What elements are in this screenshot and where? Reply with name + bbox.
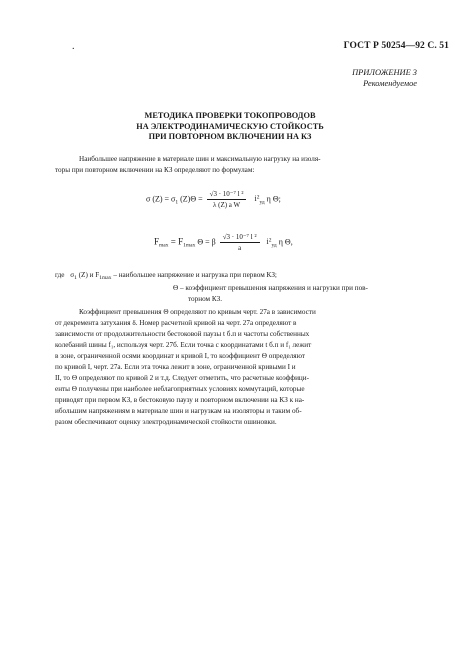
body-line: енты Θ получены при наиболее неблагоприятных условиях коммутаций, которые xyxy=(55,385,305,393)
legend-sym2: Θ xyxy=(173,284,179,292)
legend-line-2 xyxy=(173,283,368,293)
body-line: разом обеспечивают оценку электродинамической стойкости ошиновки. xyxy=(55,418,277,426)
formula-load-lhs-sub: max xyxy=(159,242,169,249)
formula-load-i-sub: уд xyxy=(271,242,277,249)
legend-sym1: σ xyxy=(70,271,75,279)
formula-load-lhs: F xyxy=(154,236,160,247)
legend-desc2-line1: – коэффициент превышения напряжения и нагрузки при пов- xyxy=(180,284,368,292)
stray-mark: . xyxy=(72,41,75,52)
body-line: приводят при первом КЗ, в бестоковую паузу и повторном включении на КЗ к на- xyxy=(55,396,305,404)
legend-where: где xyxy=(55,271,65,279)
formula-load-mid: = F xyxy=(168,236,184,247)
body-line: зависимости от продолжительности бестоковой паузы t б.п и частоты собственных xyxy=(55,330,310,338)
legend-line-3 xyxy=(188,294,222,304)
title-line: ПРИ ПОВТОРНОМ ВКЛЮЧЕНИИ НА КЗ xyxy=(148,132,312,141)
appendix-status: Рекомендуемое xyxy=(363,79,417,88)
formula-load-i: i xyxy=(266,237,269,247)
legend-sym1-sub: 1 xyxy=(74,275,77,281)
legend-line-1 xyxy=(55,270,277,283)
formula-stress-i-sup: 2 xyxy=(256,194,260,201)
body-line: в зоне, ограниченной осями координат и кривой I, то коэффициент Θ определяют xyxy=(55,352,306,360)
intro-line: торы при повторном включении на КЗ определяют по формулам: xyxy=(55,165,255,174)
intro-line: Наибольшее напряжение в материале шин и максимальную нагрузку на изоля- xyxy=(79,155,321,163)
legend-desc1: – наибольшее напряжение и нагрузка при первом КЗ; xyxy=(111,271,277,279)
formula-stress-mid: (Z)Θ = xyxy=(178,194,205,204)
page-header: ГОСТ Р 50254—92 С. 51 xyxy=(343,41,449,51)
formula-load-i-sup: 2 xyxy=(268,237,272,244)
title-line: МЕТОДИКА ПРОВЕРКИ ТОКОПРОВОДОВ xyxy=(144,111,316,120)
body-line: по кривой I, черт. 27а. Если эта точка лежит в зоне, ограниченной кривыми I и xyxy=(55,363,296,371)
formula-load xyxy=(154,233,293,252)
body-paragraph xyxy=(55,307,413,428)
legend-desc2-line2: торном КЗ. xyxy=(188,295,223,303)
formula-load-fraction xyxy=(220,233,260,252)
formula-stress-i: i xyxy=(254,194,257,204)
formula-stress-lhs: σ (Z) = σ xyxy=(146,194,176,204)
legend-sym1-sub2: 1max xyxy=(99,275,112,281)
body-line: колебаний шины f₁, используя черт. 27б. Если точка с координатами t б.п и f₁ лежит xyxy=(55,341,312,349)
formula-stress-i-sub: уд xyxy=(259,199,265,206)
formula-load-denominator: a xyxy=(238,244,242,252)
body-line: Коэффициент превышения Θ определяют по кривым черт. 27а в зависимости xyxy=(79,308,316,316)
title-line: НА ЭЛЕКТРОДИНАМИЧЕСКУЮ СТОЙКОСТЬ xyxy=(136,121,324,131)
formula-stress-numerator: √3 · 10⁻⁷ l ² xyxy=(207,190,247,200)
formula-stress-fraction xyxy=(207,190,247,209)
formula-load-tail: η Θ, xyxy=(276,237,293,247)
section-title xyxy=(60,111,400,143)
formula-load-mid2: Θ = β xyxy=(195,237,218,247)
body-line: ибольшим напряжениям в материале шин и нагрузкам на изоляторы и таким об- xyxy=(55,407,302,415)
formula-stress-tail: η Θ; xyxy=(264,194,281,204)
body-line: II, то Θ определяют по кривой 2 и т.д. Следует отметить, что расчетные коэффици- xyxy=(55,374,310,382)
formula-stress-lhs-sub: 1 xyxy=(175,199,179,206)
legend-sym1-rest: (Z) и F xyxy=(76,271,100,279)
formula-stress xyxy=(146,190,281,209)
formula-load-numerator: √3 · 10⁻⁷ l ² xyxy=(220,233,260,243)
formula-stress-denominator: λ (Z) a W xyxy=(212,201,241,209)
body-line: от декремента затухания δ. Номер расчетной кривой на черт. 27а определяют в xyxy=(55,319,297,327)
intro-paragraph xyxy=(55,154,413,175)
appendix-label: ПРИЛОЖЕНИЕ 3 xyxy=(352,68,417,77)
formula-load-mid-sub: 1max xyxy=(183,242,196,249)
appendix-block xyxy=(0,67,417,89)
